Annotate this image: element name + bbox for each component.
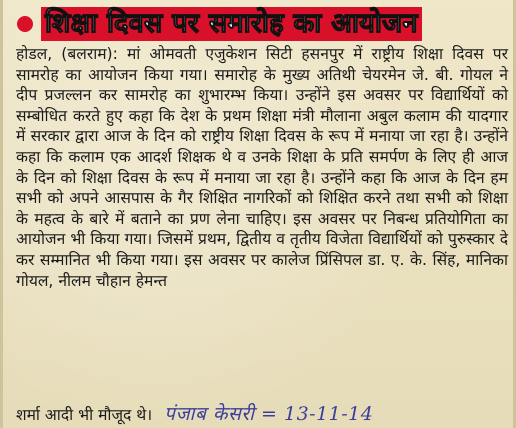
article-closing: शर्मा आदी भी मौजूद थे। xyxy=(16,406,153,424)
article-body: होडल, (बलराम): मां ओमवती एजुकेशन सिटी हसनपुर में राष्ट्रीय शिक्षा दिवस पर सामरोह का आयोजन किया गया। समारोह के मुख्य अतिथी चेयरमेन जे. बी. गोयल ने दीप प्रजल्लन कर सामरोह का शुभारम्भ किया। उन्होंने इस अवसर पर विद्यार्थियों को सम्बोधित करते हुए कहा कि देश के प्रथम शिक्षा मंत्री मौलाना अबुल कलाम की यादगार में सरकार द्वारा आज के दिन को राष्ट्रीय शिक्षा दिवस के रूप में मनाया जा रहा है। उन्होंने कहा कि कलाम एक आदर्श शिक्षक थे व उनके शिक्षा के प्रति समर्पण के लिए ही आज के दिन को शिक्षा दिवस के रूप में मनाया जा रहा है। उन्होंने कहा कि आज के दिन हम सभी को अपने आसपास के गैर शिक्षित नागरिकों को शिक्षित करने तथा सभी को शिक्षा के महत्व के बारे में बताने का प्रण लेना चाहिए। इस अवसर पर निबन्ध प्रतियोगिता का आयोजन भी किया गया। जिसमें प्रथम, द्वितीय व तृतीय विजेता विद्यार्थियों को पुरुस्कार दे कर सम्मानित भी किया गया। इस अवसर पर कालेज प्रिंसिपल डा. ए. के. सिंह, मानिका गोयल, नीलम चौहान हेमन्त xyxy=(16,45,508,290)
headline: शिक्षा दिवस पर समारोह का आयोजन xyxy=(41,7,422,41)
red-bullet-icon xyxy=(17,16,33,32)
headline-row xyxy=(17,4,516,44)
closing-line xyxy=(16,400,508,424)
handwritten-source-date: पंजाब केसरी = 13-11-14 xyxy=(164,403,374,425)
